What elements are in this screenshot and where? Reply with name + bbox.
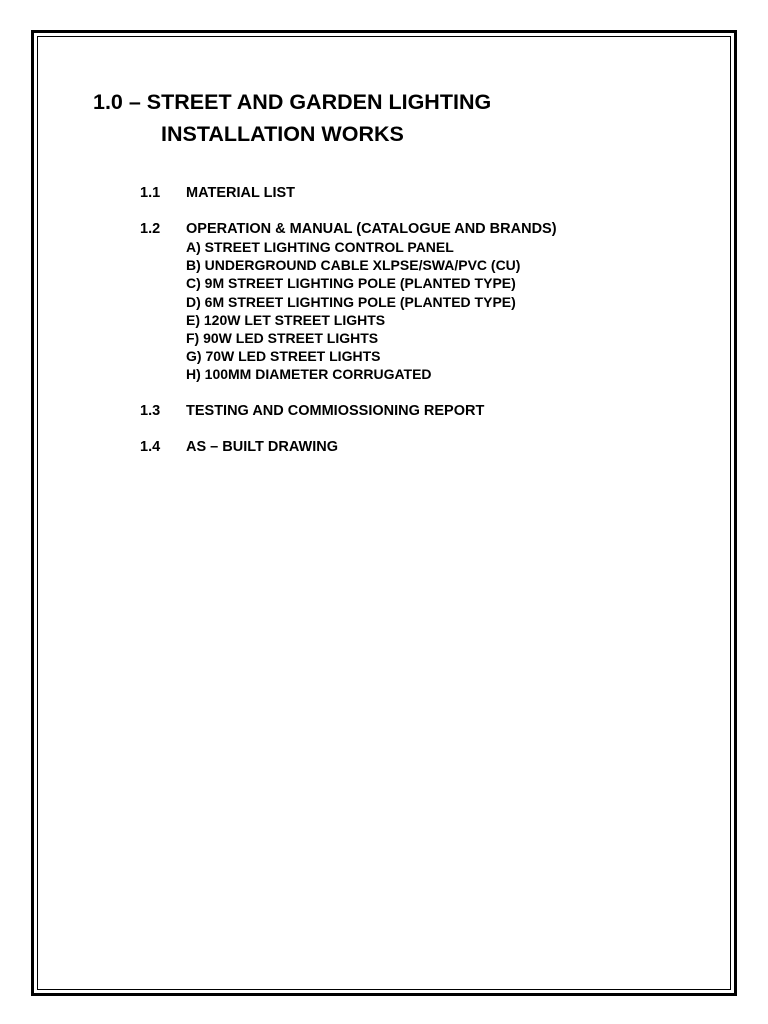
section-number: 1.1 [140, 185, 161, 201]
list-item: F) 90W LED STREET LIGHTS [186, 330, 379, 347]
section-heading: OPERATION & MANUAL (CATALOGUE AND BRANDS) [186, 221, 557, 237]
page-title [93, 86, 491, 150]
section-1-2 [140, 220, 557, 384]
section-number: 1.3 [140, 402, 161, 419]
section-1-3 [140, 402, 557, 420]
section-1-4 [140, 438, 557, 456]
section-heading: MATERIAL LIST [186, 185, 296, 201]
title-line-2: INSTALLATION WORKS [161, 122, 404, 146]
list-item: G) 70W LED STREET LIGHTS [186, 348, 381, 365]
section-heading: TESTING AND COMMIOSSIONING REPORT [186, 402, 485, 419]
list-item: D) 6M STREET LIGHTING POLE (PLANTED TYPE) [186, 293, 516, 310]
section-number: 1.4 [140, 438, 161, 455]
list-item: B) UNDERGROUND CABLE XLPSE/SWA/PVC (CU) [186, 257, 521, 274]
list-item: H) 100MM DIAMETER CORRUGATED [186, 366, 432, 383]
contents-list [140, 184, 557, 474]
section-number: 1.2 [140, 221, 161, 237]
page-border-inner [37, 36, 731, 990]
section-heading: AS – BUILT DRAWING [186, 438, 338, 455]
title-line-1: 1.0 – STREET AND GARDEN LIGHTING [93, 90, 492, 114]
list-item: E) 120W LET STREET LIGHTS [186, 311, 386, 328]
section-1-1 [140, 184, 557, 202]
list-item: A) STREET LIGHTING CONTROL PANEL [186, 239, 454, 255]
list-item: C) 9M STREET LIGHTING POLE (PLANTED TYPE) [186, 275, 516, 292]
